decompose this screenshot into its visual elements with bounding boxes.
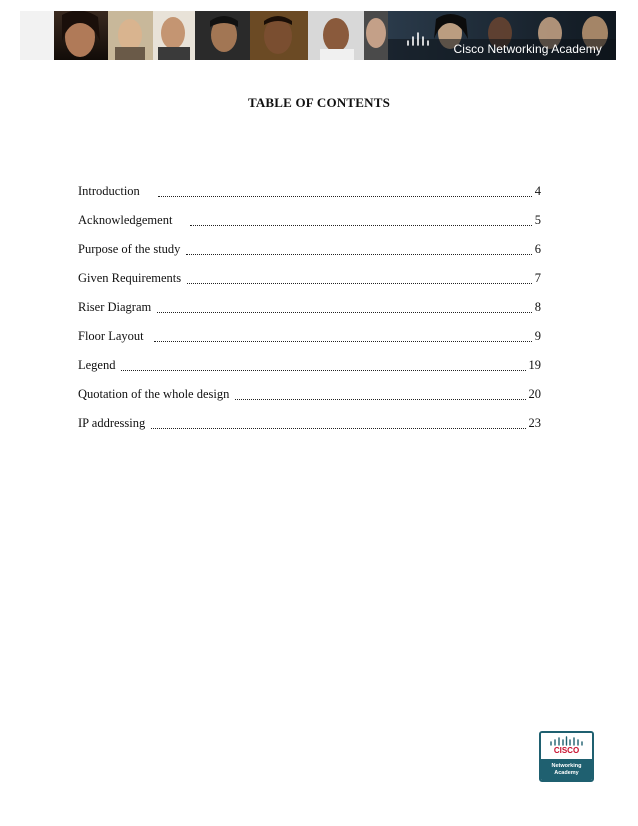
logo-top-panel — [541, 733, 592, 759]
logo-line-networking: Networking — [551, 763, 582, 769]
toc-entry-label: Purpose of the study — [78, 242, 181, 256]
toc-entry-page: 7 — [534, 271, 541, 285]
toc-entry[interactable] — [78, 416, 541, 432]
toc-entry-label: Riser Diagram — [78, 300, 152, 314]
toc-entry-label: Legend — [78, 358, 116, 372]
toc-entry[interactable] — [78, 242, 541, 258]
toc-entry[interactable] — [78, 184, 541, 200]
toc-entry-page: 19 — [528, 358, 541, 372]
toc-entry[interactable] — [78, 387, 541, 403]
toc-leader-dots — [190, 215, 531, 226]
toc-entry-label: Given Requirements — [78, 271, 182, 285]
header-banner — [20, 11, 616, 60]
toc-entry-page: 8 — [534, 300, 541, 314]
toc-leader-dots — [157, 302, 532, 313]
toc-entry[interactable] — [78, 300, 541, 316]
cisco-bridge-icon — [405, 29, 437, 51]
toc-entry[interactable] — [78, 358, 541, 374]
toc-leader-dots — [187, 273, 532, 284]
toc-entry-label: IP addressing — [78, 416, 146, 430]
toc-entry-label: Introduction — [78, 184, 140, 198]
toc-entry-page: 23 — [528, 416, 541, 430]
logo-brand-text: CISCO — [553, 746, 580, 755]
toc-entry-label: Floor Layout — [78, 329, 144, 343]
toc-entry-page: 9 — [534, 329, 541, 343]
toc-leader-dots — [186, 244, 531, 255]
toc-entry-page: 20 — [528, 387, 541, 401]
toc-leader-dots — [158, 186, 532, 197]
logo-line-academy: Academy — [554, 770, 579, 776]
toc-leader-dots — [235, 389, 525, 400]
toc-entry-page: 6 — [534, 242, 541, 256]
toc-entry[interactable] — [78, 329, 541, 345]
toc-entry-page: 5 — [534, 213, 541, 227]
toc-entry-label: Acknowledgement — [78, 213, 173, 227]
toc-entry-label: Quotation of the whole design — [78, 387, 230, 401]
toc-entry[interactable] — [78, 271, 541, 287]
toc-entry[interactable] — [78, 213, 541, 229]
banner-brand-text: Cisco Networking Academy — [453, 42, 602, 56]
toc-entry-page: 4 — [534, 184, 541, 198]
logo-bottom-panel — [541, 759, 592, 780]
toc-leader-dots — [151, 418, 525, 429]
toc-leader-dots — [154, 331, 532, 342]
cisco-networking-academy-logo — [539, 731, 594, 782]
page-title: TABLE OF CONTENTS — [247, 95, 391, 110]
toc-leader-dots — [121, 360, 525, 371]
